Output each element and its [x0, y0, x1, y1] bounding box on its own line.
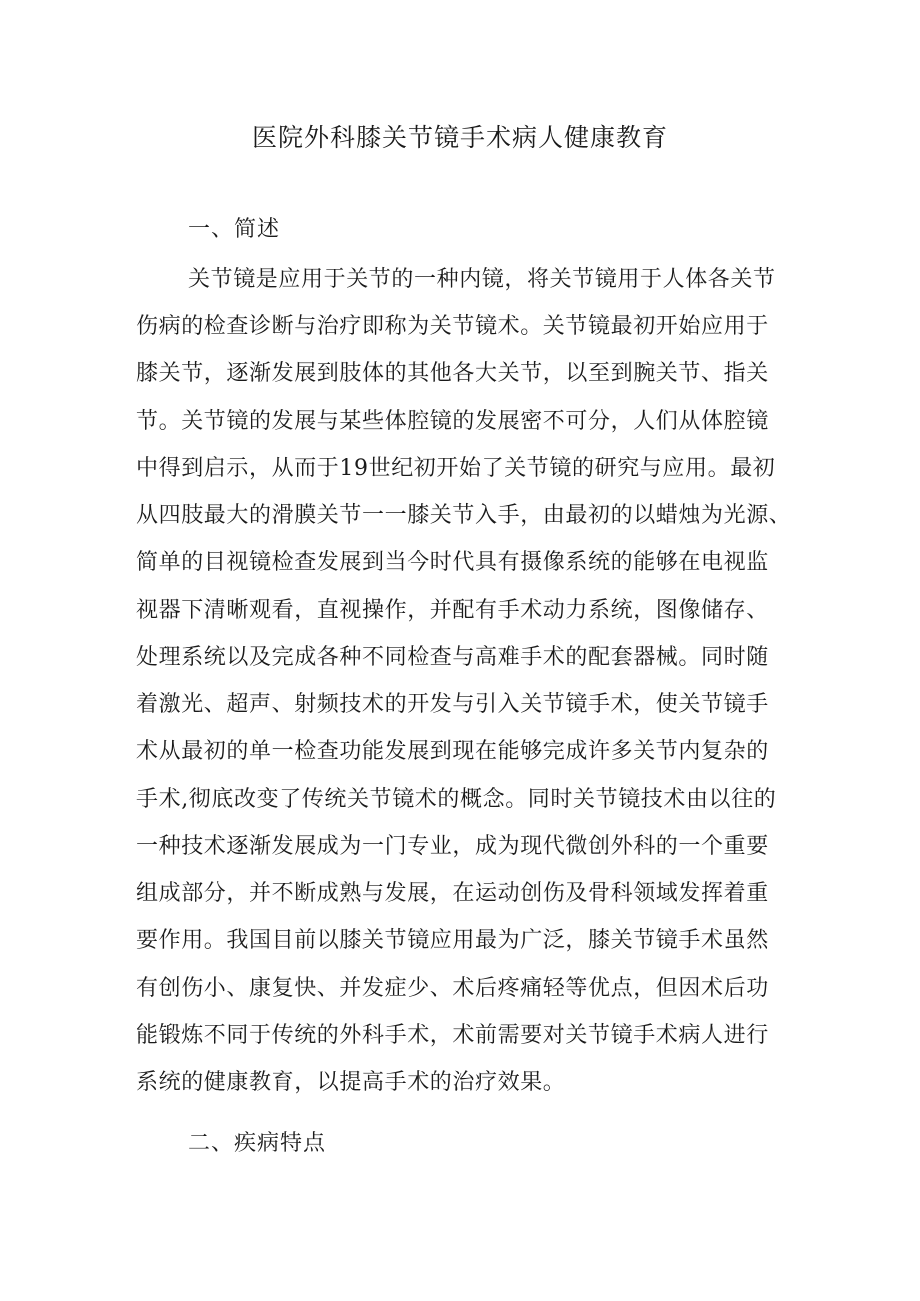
paragraph-line: 中得到启示，从而于19世纪初开始了关节镜的研究与应用。最初 [136, 456, 776, 481]
paragraph-line: 从四肢最大的滑膜关节一一膝关节入手，由最初的以蜡烛为光源、 [136, 503, 792, 528]
document-title: 医院外科膝关节镜手术病人健康教育 [251, 123, 668, 152]
paragraph-line: 伤病的检查诊断与治疗即称为关节镜术。关节镜最初开始应用于 [136, 314, 769, 339]
paragraph-line: 膝关节，逐渐发展到肢体的其他各大关节，以至到腕关节、指关 [136, 361, 769, 386]
paragraph-line: 组成部分，并不断成熟与发展，在运动创伤及骨科领域发挥着重 [136, 881, 769, 906]
paragraph-line: 手术,彻底改变了传统关节镜术的概念。同时关节镜技术由以往的 [136, 787, 777, 812]
paragraph-line: 着激光、超声、射频技术的开发与引入关节镜手术，使关节镜手 [136, 692, 769, 717]
paragraph-line: 术从最初的单一检查功能发展到现在能够完成许多关节内复杂的 [136, 739, 769, 764]
paragraph-line: 节。关节镜的发展与某些体腔镜的发展密不可分，人们从体腔镜 [136, 409, 769, 434]
paragraph-line: 视器下清晰观看，直视操作，并配有手术动力系统，图像储存、 [136, 598, 769, 623]
paragraph-line: 要作用。我国目前以膝关节镜应用最为广泛，膝关节镜手术虽然 [136, 928, 769, 953]
paragraph-line: 关节镜是应用于关节的一种内镜，将关节镜用于人体各关节 [188, 267, 776, 292]
section-heading-2: 二、疾病特点 [188, 1131, 327, 1156]
paragraph-line: 系统的健康教育，以提高手术的治疗效果。 [136, 1070, 566, 1095]
paragraph-line: 处理系统以及完成各种不同检查与高难手术的配套器械。同时随 [136, 645, 769, 670]
paragraph-line: 简单的目视镜检查发展到当今时代具有摄像系统的能够在电视监 [136, 550, 769, 575]
paragraph-line: 一种技术逐渐发展成为一门专业，成为现代微创外科的一个重要 [136, 834, 769, 859]
section-heading-1: 一、简述 [188, 217, 281, 242]
paragraph-line: 能锻炼不同于传统的外科手术，术前需要对关节镜手术病人进行 [136, 1023, 769, 1048]
paragraph-line: 有创伤小、康复快、并发症少、术后疼痛轻等优点，但因术后功 [136, 976, 769, 1001]
